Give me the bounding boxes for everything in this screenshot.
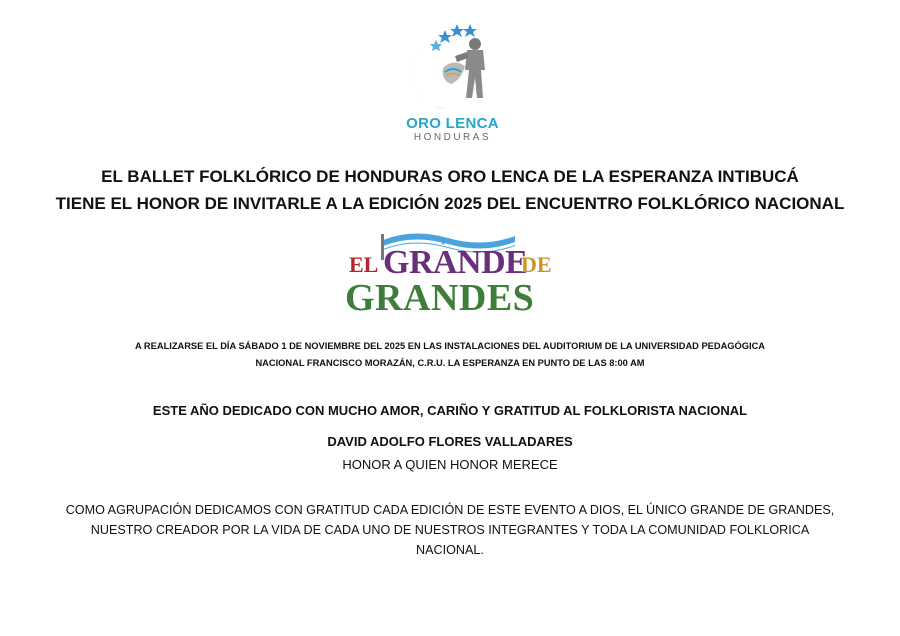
oro-lenca-logo [395,18,510,148]
details-line-1: A REALIZARSE EL DÍA SÁBADO 1 DE NOVIEMBRE DEL 2025 EN LAS INSTALACIONES DEL AUDITORIUM DE LA UNIVERSIDAD PEDAGÓGICA [134,341,766,351]
closing-line-1: COMO AGRUPACIÓN DEDICAMOS CON GRATITUD CADA EDICIÓN DE ESTE EVENTO A DIOS, EL ÚNICO GRANDE DE GRANDES, [65,503,835,517]
closing-line-3: NACIONAL. [416,543,484,557]
dedication-line: ESTE AÑO DEDICADO CON MUCHO AMOR, CARIÑO Y GRATITUD AL FOLKLORISTA NACIONAL [152,403,748,418]
closing-line-2: NUESTRO CREADOR POR LA VIDA DE CADA UNO DE NUESTROS INTEGRANTES Y TODA LA COMUNIDAD FOLKLORICA [90,523,810,537]
event-logo-grande: GRANDE [383,244,528,281]
details-line-2: NACIONAL FRANCISCO MORAZÁN, C.R.U. LA ESPERANZA EN PUNTO DE LAS 8:00 AM [255,358,645,368]
logo-name-line2: HONDURAS [413,132,492,143]
logo-name-line1: ORO LENCA [406,115,499,132]
event-logo-de: DE [521,252,552,277]
honoree-name: DAVID ADOLFO FLORES VALLADARES [327,434,573,449]
event-logo-grandes: GRANDES [345,277,535,319]
dancer-with-stars-icon [395,18,510,118]
el-grande-de-grandes-logo [343,226,555,318]
heading-line-1: EL BALLET FOLKLÓRICO DE HONDURAS ORO LENCA DE LA ESPERANZA INTIBUCÁ [101,167,799,186]
event-logo-el: EL [349,252,379,277]
heading-line-2: TIENE EL HONOR DE INVITARLE A LA EDICIÓN 2025 DEL ENCUENTRO FOLKLÓRICO NACIONAL [55,194,845,213]
honor-motto: HONOR A QUIEN HONOR MERECE [342,457,558,472]
